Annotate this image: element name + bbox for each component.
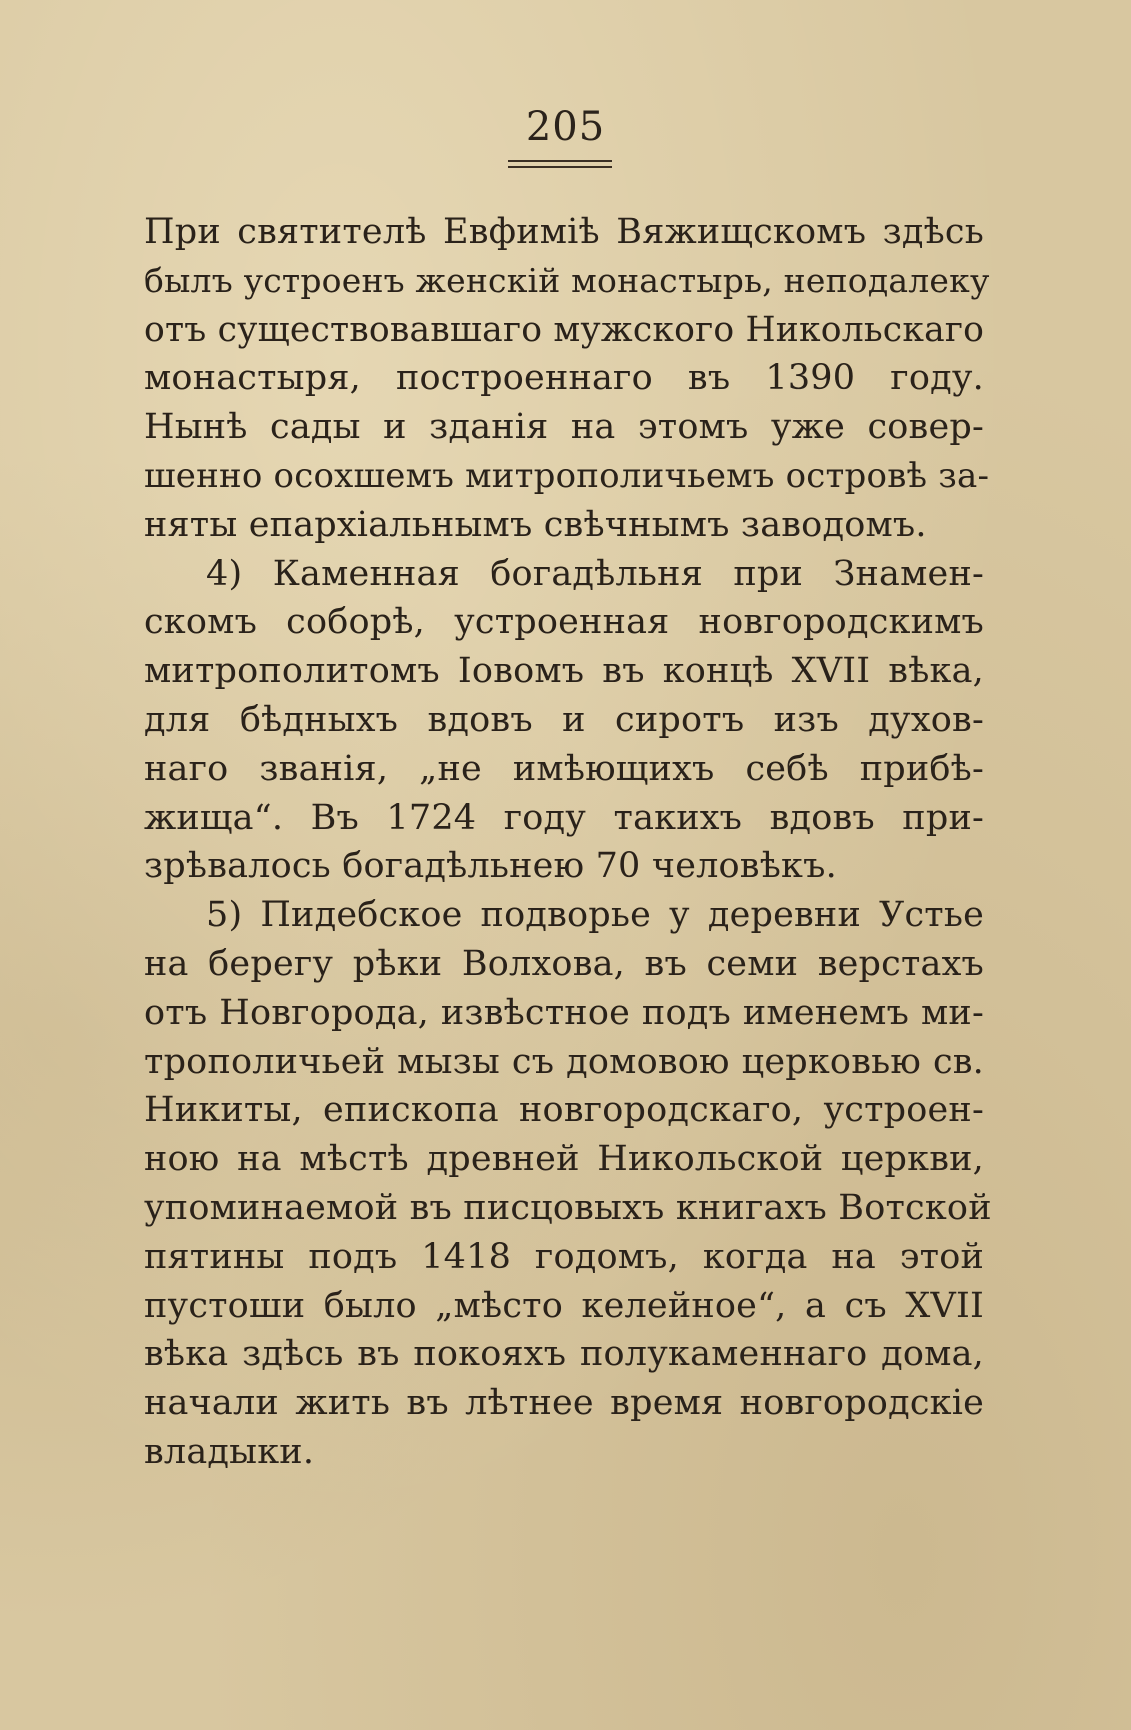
text-line: зрѣвалось богадѣльнею 70 человѣкъ. [144, 846, 837, 887]
text-line: былъ устроенъ женскій монастырь, неподалеку [144, 260, 990, 300]
text-line: владыки. [144, 1431, 315, 1472]
text-line: Никиты, епископа новгородскаго, устроен- [144, 1090, 984, 1131]
text-line: начали жить въ лѣтнее время новгородскіе [144, 1383, 984, 1424]
text-line: жища“. Въ 1724 году такихъ вдовъ при- [144, 797, 984, 838]
text-line: трополичьей мызы съ домовою церковью св. [144, 1041, 984, 1082]
text-line: няты епархіальнымъ свѣчнымъ заводомъ. [144, 504, 927, 545]
text-line: для бѣдныхъ вдовъ и сиротъ изъ духов- [144, 699, 984, 740]
text-line: Нынѣ сады и зданія на этомъ уже совер- [144, 407, 984, 448]
header-rule-top [508, 160, 612, 162]
text-line: 4) Каменная богадѣльня при Знамен- [206, 553, 984, 594]
text-line: митрополитомъ Іовомъ въ концѣ XVII вѣка, [144, 651, 984, 692]
text-line: упоминаемой въ писцовыхъ книгахъ Вотской [144, 1187, 992, 1228]
body-text [144, 208, 992, 1477]
text-line: отъ Новгорода, извѣстное подъ именемъ ми- [144, 992, 984, 1033]
text-line: пятины подъ 1418 годомъ, когда на этой [144, 1236, 984, 1277]
text-line: 5) Пидебское подворье у деревни Устье [206, 895, 984, 936]
text-line: пустоши было „мѣсто келейное“, а съ XVII [144, 1285, 984, 1326]
text-line: наго званія, „не имѣющихъ себѣ прибѣ- [144, 748, 984, 789]
text-line: на берегу рѣки Волхова, въ семи верстахъ [144, 943, 984, 984]
text-line: ною на мѣстѣ древней Никольской церкви, [144, 1139, 984, 1180]
text-line: вѣка здѣсь въ покояхъ полукаменнаго дома, [144, 1334, 984, 1375]
page-number: 205 [525, 104, 606, 150]
text-line: отъ существовавшаго мужского Никольскаго [144, 309, 985, 350]
text-line: скомъ соборѣ, устроенная новгородскимъ [144, 602, 984, 643]
text-line: монастыря, построеннаго въ 1390 году. [144, 358, 984, 399]
text-line: шенно осохшемъ митрополичьемъ островѣ за- [144, 455, 990, 496]
header-rule-bottom [508, 166, 612, 168]
text-line: При святителѣ Евфиміѣ Вяжищскомъ здѣсь [144, 212, 984, 252]
